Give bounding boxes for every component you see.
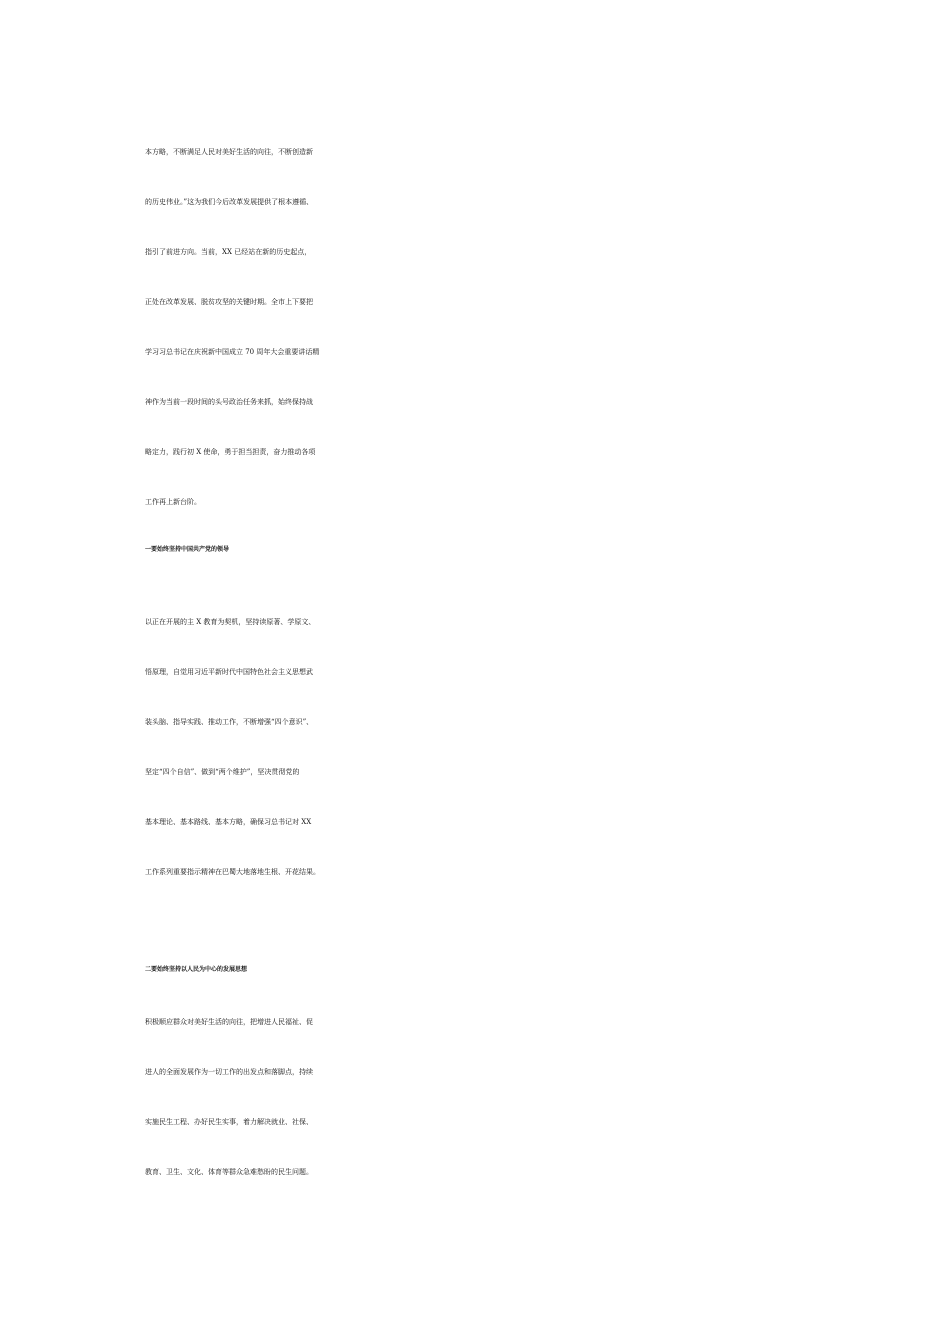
paragraph-2-line-1: 以正在开展的主 X 教育为契机，坚持读原著、学原文、 [145,618,316,626]
paragraph-2-line-4: 坚定“四个自信”、做到“两个维护”，坚决贯彻党的 [145,768,300,776]
paragraph-3-line-4: 教育、卫生、文化、体育等群众急难愁盼的民生问题。 [145,1168,313,1176]
paragraph-2-line-5: 基本理论、基本路线、基本方略，确保习总书记对 XX [145,818,312,826]
paragraph-1-line-5: 学习习总书记在庆祝新中国成立 70 周年大会重要讲话精 [145,348,320,356]
paragraph-1-line-2: 的历史伟业。”这为我们今后改革发展提供了根本遵循、 [145,198,314,206]
section-heading-2: 二要始终坚持以人民为中心的发展思想 [145,966,248,973]
paragraph-2-line-6: 工作系列重要指示精神在巴蜀大地落地生根、开花结果。 [145,868,320,876]
paragraph-3-line-2: 进人的全面发展作为一切工作的出发点和落脚点，持续 [145,1068,313,1076]
paragraph-1-line-8: 工作再上新台阶。 [145,498,201,506]
paragraph-1-line-6: 神作为当前一段时间的头号政治任务来抓，始终保持战 [145,398,313,406]
paragraph-2-line-2: 悟原理，自觉用习近平新时代中国特色社会主义思想武 [145,668,313,676]
paragraph-3-line-3: 实施民生工程、办好民生实事，着力解决就业、社保、 [145,1118,313,1126]
paragraph-3-line-1: 积极顺应群众对美好生活的向往，把增进人民福祉、促 [145,1018,313,1026]
section-heading-1: 一要始终坚持中国共产党的领导 [145,546,230,553]
paragraph-1-line-4: 正处在改革发展、脱贫攻坚的关键时期。全市上下要把 [145,298,313,306]
paragraph-1-line-3: 指引了前进方向。当前，XX 已经站在新的历史起点， [145,248,312,256]
paragraph-1-line-7: 略定力，践行初 X 使命，勇于担当担责，奋力推动各项 [145,448,316,456]
paragraph-1-line-1: 本方略，不断满足人民对美好生活的向往，不断创造新 [145,148,313,156]
paragraph-2-line-3: 装头脑、指导实践、推动工作，不断增强“四个意识”、 [145,718,314,726]
